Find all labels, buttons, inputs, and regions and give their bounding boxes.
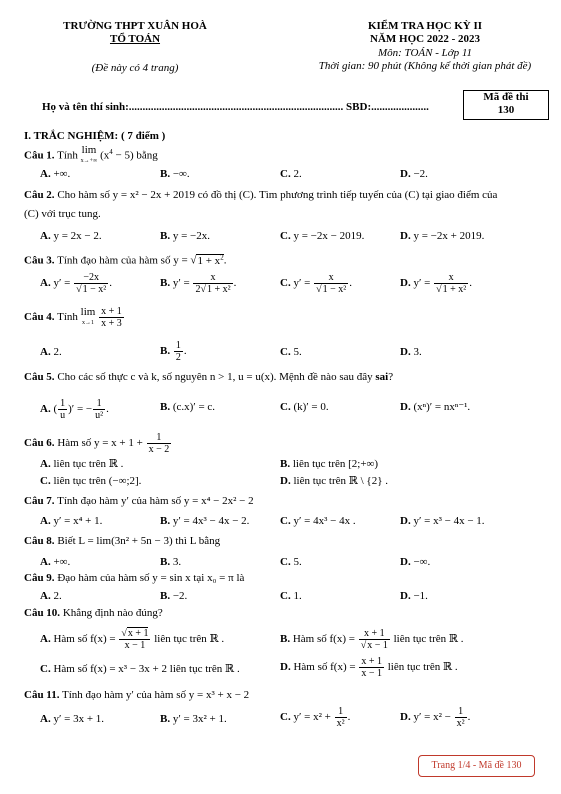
q1-option-a[interactable]: A. +∞. <box>40 168 71 180</box>
q6-option-b[interactable]: B. liên tục trên [2;+∞) <box>280 458 379 470</box>
q1-lim: lim x→+∞ <box>80 144 98 165</box>
q11-option-b[interactable]: B. y′ = 3x² + 1. <box>160 713 227 725</box>
q9-option-d[interactable]: D. −1. <box>400 590 428 602</box>
q6-option-d[interactable]: D. liên tục trên ℝ \ {2} . <box>280 475 388 487</box>
student-info-line: Họ và tên thí sinh:.............................................................................. SBD:..................... <box>42 101 429 113</box>
pages-note: (Đề này có 4 trang) <box>91 62 179 74</box>
q11-option-c[interactable]: C. y′ = x² + $\frac{1}{\text{x²}}$ . <box>280 706 351 729</box>
question-9: Câu 9. Đạo hàm của hàm số y = sin x tại x₀ = π là <box>24 572 245 584</box>
q5-option-d[interactable]: D. (xⁿ)′ = nxⁿ⁻¹. <box>400 401 471 413</box>
q6-option-a[interactable]: A. liên tục trên ℝ . <box>40 458 124 470</box>
q4-option-a[interactable]: A. 2. <box>40 346 62 358</box>
q1-option-d[interactable]: D. −2. <box>400 168 428 180</box>
department: TỔ TOÁN <box>109 33 161 45</box>
q1-end: bằng <box>136 149 158 162</box>
q1-text: Tính <box>57 149 78 162</box>
q8-option-a[interactable]: A. +∞. <box>40 556 71 568</box>
q3-option-d[interactable]: D. y′ = $\frac{x}{\text{√1 + x²}}$ . <box>400 272 472 295</box>
q9-option-c[interactable]: C. 1. <box>280 590 302 602</box>
q8-option-d[interactable]: D. −∞. <box>400 556 431 568</box>
q9-option-a[interactable]: A. 2. <box>40 590 62 602</box>
question-1: Câu 1. Tính lim x→+∞ $(x^4 - 5)$ bằng <box>24 144 158 165</box>
exam-code-label: Mã đề thi <box>483 91 529 103</box>
question-10: Câu 10. Khẳng định nào đúng? <box>24 607 163 619</box>
school-year: NĂM HỌC 2022 - 2023 <box>370 33 480 45</box>
q4-option-b[interactable]: B. $\frac{1}{2}$ . <box>160 340 187 363</box>
section-title: I. TRẮC NGHIỆM: ( 7 điểm ) <box>24 130 166 142</box>
q2-option-a[interactable]: A. y = 2x − 2. <box>40 230 102 242</box>
q1-option-b[interactable]: B. −∞. <box>160 168 190 180</box>
question-3: Câu 3. Tính đạo hàm của hàm số $y = √1 + x^2$. <box>24 253 227 267</box>
q7-option-a[interactable]: A. y′ = x⁴ + 1. <box>40 515 103 527</box>
q5-option-c[interactable]: C. (k)′ = 0. <box>280 401 329 413</box>
q7-option-c[interactable]: C. y′ = 4x³ − 4x . <box>280 515 356 527</box>
q3-option-a[interactable]: A. y′ = $\frac{-2x}{\text{√1 − x²}}$ . <box>40 272 112 295</box>
exam-code-box <box>463 90 549 120</box>
q1-label: Câu 1. <box>24 149 55 162</box>
question-8: Câu 8. Biết L = lim(3n² + 5n − 3) thì L bằng <box>24 535 221 547</box>
question-2: Câu 2. Cho hàm số y = x² − 2x + 2019 có đồ thị (C). Tìm phương trình tiếp tuyến của (C) tại giao điểm của <box>24 189 498 201</box>
subject: Môn: TOÁN - Lớp 11 <box>377 47 473 59</box>
school-name: TRƯỜNG THPT XUÂN HOÀ <box>63 20 207 32</box>
q7-option-b[interactable]: B. y′ = 4x³ − 4x − 2. <box>160 515 250 527</box>
q8-option-b[interactable]: B. 3. <box>160 556 182 568</box>
q11-option-d[interactable]: D. y′ = x² − $\frac{1}{\text{x²}}$ . <box>400 706 471 729</box>
q10-option-d[interactable]: D. Hàm số f(x) = $\frac{x + 1}{x - 1}$ liên tục trên ℝ . <box>280 656 458 679</box>
q11-option-a[interactable]: A. y′ = 3x + 1. <box>40 713 105 725</box>
question-11: Câu 11. Tính đạo hàm y′ của hàm số y = x³ + x − 2 <box>24 689 250 701</box>
q5-option-b[interactable]: B. (c.x)′ = c. <box>160 401 216 413</box>
q3-option-c[interactable]: C. y′ = $\frac{x}{\text{√1 − x²}}$ . <box>280 272 352 295</box>
q1-option-c[interactable]: C. 2. <box>280 168 302 180</box>
exam-title: KIỂM TRA HỌC KỲ II <box>367 20 483 32</box>
q2-option-c[interactable]: C. y = −2x − 2019. <box>280 230 365 242</box>
q10-option-c[interactable]: C. Hàm số f(x) = x³ − 3x + 2 liên tục trên ℝ . <box>40 663 240 675</box>
page-footer: Trang 1/4 - Mã đề 130 <box>418 755 535 777</box>
question-7: Câu 7. Tính đạo hàm y′ của hàm số y = x⁴ − 2x² − 2 <box>24 495 254 507</box>
question-4: Câu 4. Tính lim x→1 $\frac{x + 1}{x + 3}$ <box>24 305 122 329</box>
q4-option-c[interactable]: C. 5. <box>280 346 302 358</box>
question-5: Câu 5. Cho các số thực c và k, số nguyên n > 1, u = u(x). Mệnh đề nào sau đây sai? <box>24 371 394 383</box>
q3-option-b[interactable]: B. y′ = $\frac{x}{\text{2√1 + x²}}$ . <box>160 272 237 295</box>
q9-option-b[interactable]: B. −2. <box>160 590 188 602</box>
q10-option-a[interactable]: A. Hàm số f(x) = $\frac{√x + 1}{x - 1}$ liên tục trên ℝ . <box>40 628 225 651</box>
q5-option-a[interactable]: A. ( $\frac{1}{u}$ )′ = − $\frac{1}{\text{u²}}$ . <box>40 398 109 421</box>
q7-option-d[interactable]: D. y′ = x³ − 4x − 1. <box>400 515 485 527</box>
q6-option-c[interactable]: C. liên tục trên (−∞;2]. <box>40 475 142 487</box>
question-6: Câu 6. Hàm số y = x + 1 + $\frac{1}{x - 2}$ <box>24 432 170 455</box>
exam-code-value: 130 <box>497 104 515 116</box>
q2-option-b[interactable]: B. y = −2x. <box>160 230 211 242</box>
q10-option-b[interactable]: B. Hàm số f(x) = $\frac{x + 1}{√x - 1}$ liên tục trên ℝ . <box>280 628 464 651</box>
time-limit: Thời gian: 90 phút (Không kể thời gian phát đề) <box>318 60 532 72</box>
q2-option-d[interactable]: D. y = −2x + 2019. <box>400 230 485 242</box>
q8-option-c[interactable]: C. 5. <box>280 556 302 568</box>
q4-option-d[interactable]: D. 3. <box>400 346 422 358</box>
question-2-cont: (C) với trục tung. <box>24 208 101 220</box>
